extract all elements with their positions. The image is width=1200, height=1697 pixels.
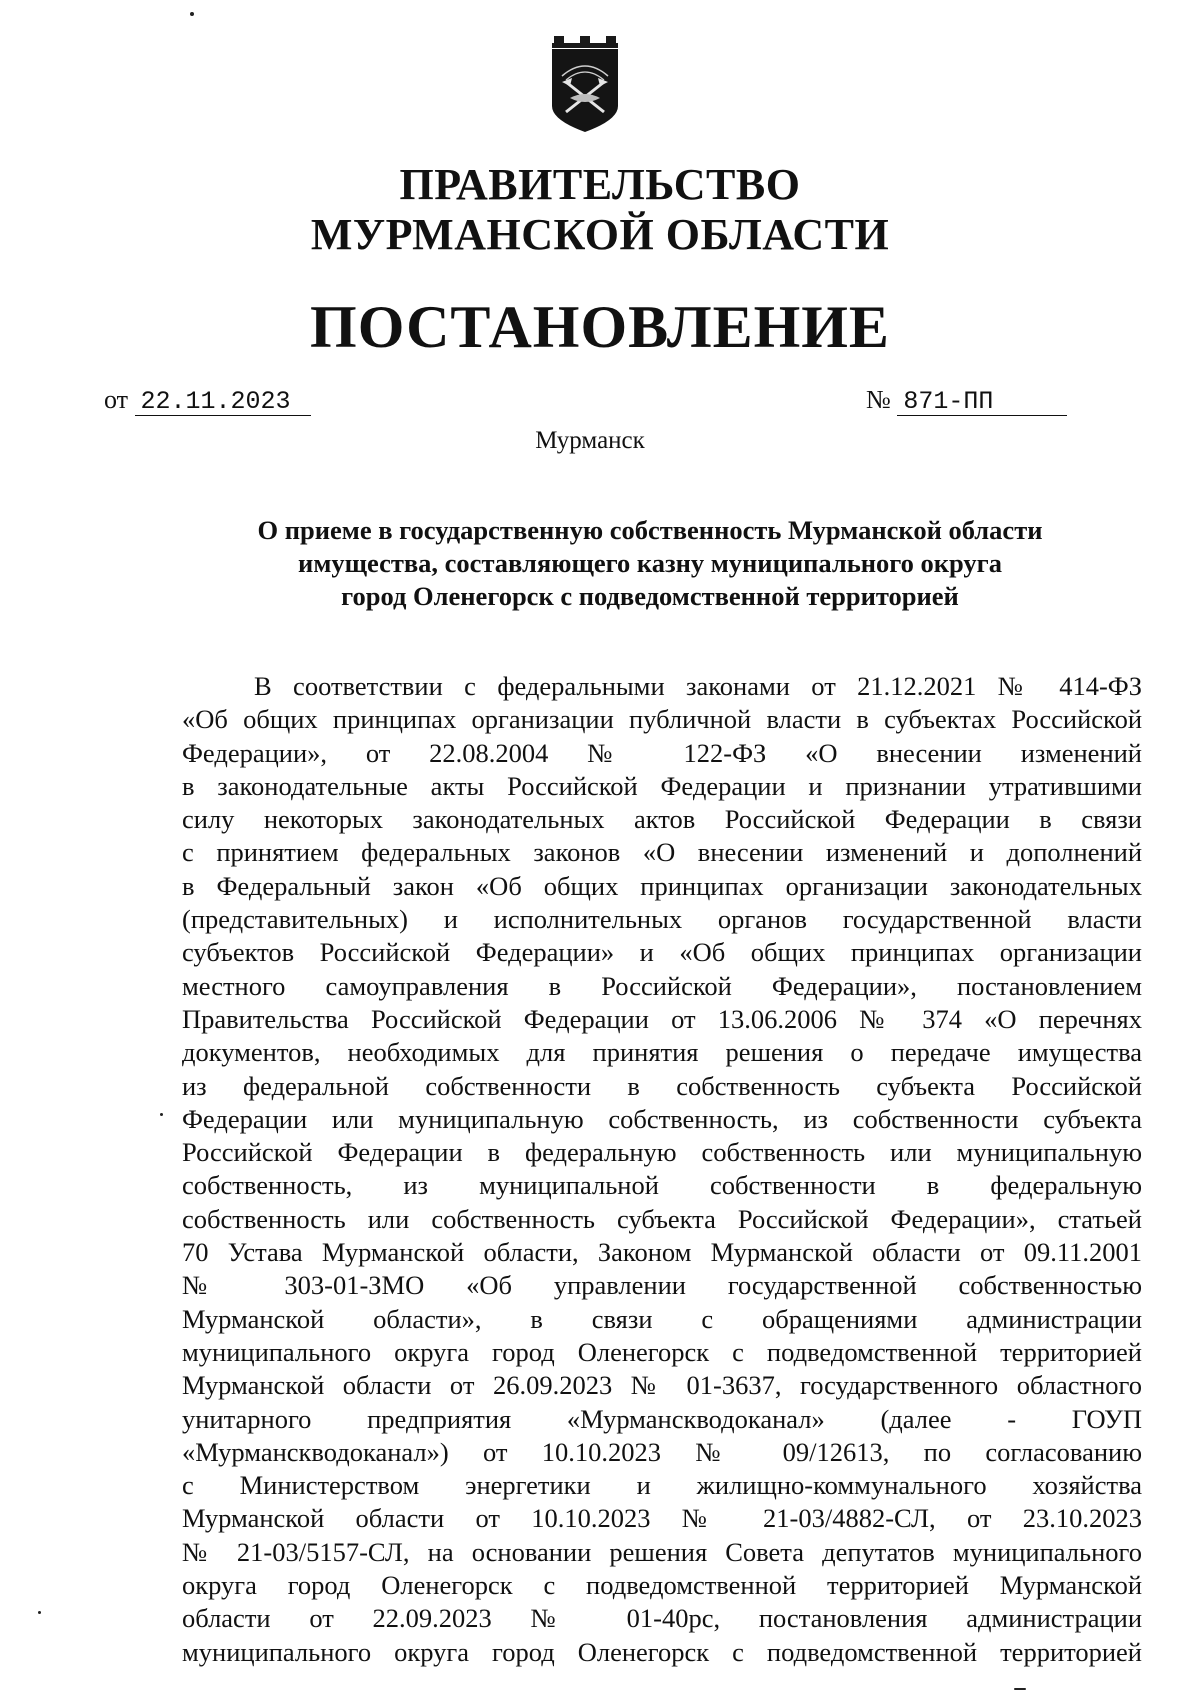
- document-body: [182, 670, 1142, 1669]
- body-line: собственность или собственность субъекта Российской Федерации», статьей: [182, 1203, 1142, 1234]
- government-name-line2: МУРМАНСКОЙ ОБЛАСТИ: [310, 210, 890, 259]
- body-line: Федерации или муниципальную собственность, из собственности субъекта: [182, 1103, 1142, 1134]
- number-prefix: №: [866, 385, 891, 414]
- body-line: с Министерством энергетики и жилищно-коммунального хозяйства: [182, 1470, 1142, 1501]
- document-number: [866, 384, 1067, 416]
- body-line: 70 Устава Мурманской области, Законом Мурманской области от 09.11.2001: [182, 1237, 1142, 1268]
- scan-speck: [160, 1113, 163, 1116]
- body-line: в законодательные акты Российской Федерации и признании утратившими: [182, 770, 1142, 801]
- body-line: Мурманской области», в связи с обращениями администрации: [182, 1303, 1142, 1334]
- body-line: Мурманской области от 10.10.2023 № 21-03/4882-СЛ, от 23.10.2023: [182, 1503, 1142, 1534]
- body-line: субъектов Российской Федерации» и «Об общих принципах организации: [182, 937, 1142, 968]
- body-line: документов, необходимых для принятия решения о передаче имущества: [182, 1037, 1142, 1068]
- body-line: (представительных) и исполнительных органов государственной власти: [182, 904, 1142, 935]
- body-line: в Федеральный закон «Об общих принципах организации законодательных: [182, 870, 1142, 901]
- subject-line: имущества, составляющего казну муниципального округа: [298, 548, 1002, 578]
- coat-of-arms-icon: [548, 36, 622, 134]
- body-line: «Об общих принципах организации публичной власти в субъектах Российской: [182, 704, 1142, 735]
- body-line: муниципального округа город Оленегорск с подведомственной территорией: [182, 1636, 1142, 1667]
- body-line: с принятием федеральных законов «О внесении изменений и дополнений: [182, 837, 1142, 868]
- body-line: Федерации», от 22.08.2004 № 122-ФЗ «О внесении изменений: [182, 737, 1142, 768]
- document-subject: [200, 514, 1100, 613]
- date-value: 22.11.2023: [135, 389, 311, 416]
- document-type-heading: ПОСТАНОВЛЕНИЕ: [310, 294, 890, 360]
- subject-line: город Оленегорск с подведомственной территорией: [341, 581, 959, 611]
- body-line: собственность, из муниципальной собственности в федеральную: [182, 1170, 1142, 1201]
- body-line: «Мурманскводоканал») от 10.10.2023 № 09/12613, по согласованию: [182, 1436, 1142, 1467]
- document-date: [104, 384, 311, 416]
- body-line: Российской Федерации в федеральную собственность или муниципальную: [182, 1137, 1142, 1168]
- body-line: силу некоторых законодательных актов Российской Федерации в связи: [182, 804, 1142, 835]
- government-name-line1: ПРАВИТЕЛЬСТВО: [399, 160, 801, 209]
- number-value: 871-ПП: [897, 389, 1067, 416]
- scan-speck: [38, 1611, 41, 1614]
- body-line: округа город Оленегорск с подведомственной территорией Мурманской: [182, 1570, 1142, 1601]
- body-line: области от 22.09.2023 № 01-40рс, постановления администрации: [182, 1603, 1142, 1634]
- scan-speck: [1014, 1688, 1026, 1690]
- scan-speck: [190, 12, 194, 16]
- body-line: № 21-03/5157-СЛ, на основании решения Совета депутатов муниципального: [182, 1536, 1142, 1567]
- body-line: из федеральной собственности в собственность субъекта Российской: [182, 1070, 1142, 1101]
- city-name: Мурманск: [535, 427, 645, 454]
- body-line: № 303-01-ЗМО «Об управлении государственной собственностью: [182, 1270, 1142, 1301]
- body-line: местного самоуправления в Российской Федерации», постановлением: [182, 970, 1142, 1001]
- body-line: Правительства Российской Федерации от 13.06.2006 № 374 «О перечнях: [182, 1003, 1142, 1034]
- body-line: Мурманской области от 26.09.2023 № 01-3637, государственного областного: [182, 1370, 1142, 1401]
- body-line: унитарного предприятия «Мурманскводоканал» (далее - ГОУП: [182, 1403, 1142, 1434]
- subject-line: О приеме в государственную собственность Мурманской области: [257, 515, 1043, 545]
- date-prefix: от: [104, 385, 129, 414]
- body-line: муниципального округа город Оленегорск с подведомственной территорией: [182, 1336, 1142, 1367]
- body-line: В соответствии с федеральными законами от 21.12.2021 № 414-ФЗ: [254, 671, 1142, 701]
